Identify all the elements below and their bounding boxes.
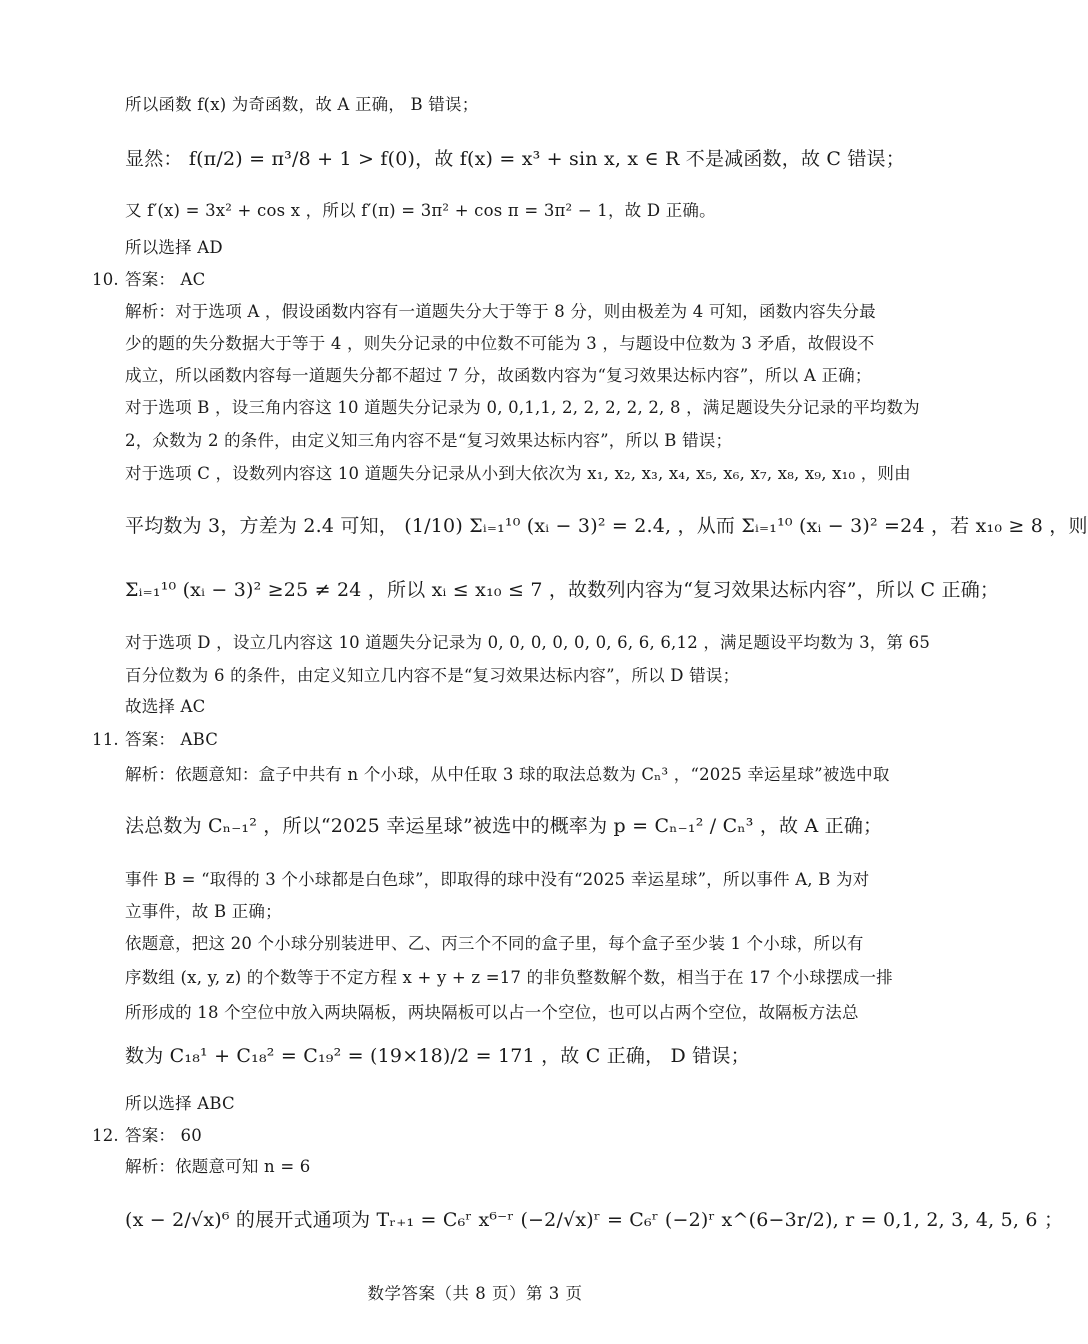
question-number: 11. <box>92 730 119 749</box>
text-line: 显然： f(π/2) = π³/8 + 1 > f(0)，故 f(x) = x³ + sin x, x ∈ R 不是减函数，故 C 错误； <box>125 148 905 170</box>
text-line: 依题意，把这 20 个小球分别装进甲、乙、丙三个不同的盒子里，每个盒子至少装 1 个小球，所以有 <box>125 934 864 953</box>
text-line: 立事件，故 B 正确； <box>125 902 282 921</box>
question-11-answer <box>92 728 832 752</box>
text-line: 事件 B = “取得的 3 个小球都是白色球”，即取得的球中没有“2025 幸运星球”，所以事件 A, B 为对 <box>125 870 870 889</box>
text-line: 成立，所以函数内容每一道题失分都不超过 7 分，故函数内容为“复习效果达标内容”，所以 A 正确； <box>125 366 872 385</box>
answer-text: 答案： 60 <box>125 1126 202 1145</box>
text-line: 故选择 AC <box>125 697 206 716</box>
text-line: (x − 2/√x)⁶ 的展开式通项为 Tᵣ₊₁ = C₆ʳ x⁶⁻ʳ (−2/√x)ʳ = C₆ʳ (−2)ʳ x^(6−3r/2), r = 0,1, 2, 3, 4, 5, 6 ； <box>125 1209 1064 1231</box>
text-line: 所以选择 ABC <box>125 1094 235 1113</box>
text-line: Σᵢ₌₁¹⁰ (xᵢ − 3)² ≥25 ≠ 24 ，所以 xᵢ ≤ x₁₀ ≤ 7 ，故数列内容为“复习效果达标内容”，所以 C 正确； <box>125 579 1000 601</box>
text-line: 对于选项 C ，设数列内容这 10 道题失分记录从小到大依次为 x₁, x₂, x₃, x₄, x₅, x₆, x₇, x₈, x₉, x₁₀ ，则由 <box>125 464 911 483</box>
text-line: 所形成的 18 个空位中放入两块隔板，两块隔板可以占一个空位，也可以占两个空位，故隔板方法总 <box>125 1003 859 1022</box>
answer-text: 答案： ABC <box>125 730 219 749</box>
text-line: 少的题的失分数据大于等于 4 ，则失分记录的中位数不可能为 3 ，与题设中位数为 3 矛盾，故假设不 <box>125 334 875 353</box>
text-line: 对于选项 B ，设三角内容这 10 道题失分记录为 0, 0,1,1, 2, 2, 2, 2, 2, 8 ，满足题设失分记录的平均数为 <box>125 398 920 417</box>
text-line: 法总数为 Cₙ₋₁² ，所以“2025 幸运星球”被选中的概率为 p = Cₙ₋₁² / Cₙ³ ，故 A 正确； <box>125 815 883 837</box>
answer-text: 答案： AC <box>125 270 206 289</box>
question-10-answer <box>92 268 832 292</box>
text-line: 序数组 (x, y, z) 的个数等于不定方程 x + y + z =17 的非负整数解个数，相当于在 17 个小球摆成一排 <box>125 968 893 987</box>
text-line: 解析：对于选项 A ，假设函数内容有一道题失分大于等于 8 分，则由极差为 4 可知，函数内容失分最 <box>125 302 876 321</box>
text-line: 解析：依题意可知 n = 6 <box>125 1157 311 1176</box>
text-line: 百分位数为 6 的条件，由定义知立几内容不是“复习效果达标内容”，所以 D 错误； <box>125 666 740 685</box>
question-number: 12. <box>92 1126 119 1145</box>
question-12-answer <box>92 1124 832 1148</box>
text-line: 所以函数 f(x) 为奇函数，故 A 正确， B 错误； <box>125 95 479 114</box>
text-line: 平均数为 3，方差为 2.4 可知， (1/10) Σᵢ₌₁¹⁰ (xᵢ − 3)² = 2.4, ，从而 Σᵢ₌₁¹⁰ (xᵢ − 3)² =24 ，若 x₁₀ ≥ 8 ，则 <box>125 515 1088 537</box>
text-line: 解析：依题意知：盒子中共有 n 个小球，从中任取 3 球的取法总数为 Cₙ³ ，“2025 幸运星球”被选中取 <box>125 765 890 784</box>
text-line: 2，众数为 2 的条件，由定义知三角内容不是“复习效果达标内容”，所以 B 错误； <box>125 431 733 450</box>
text-line: 对于选项 D ，设立几内容这 10 道题失分记录为 0, 0, 0, 0, 0, 0, 6, 6, 6,12 ，满足题设平均数为 3，第 65 <box>125 633 931 652</box>
text-line: 数为 C₁₈¹ + C₁₈² = C₁₉² = (19×18)/2 = 171 ，故 C 正确， D 错误； <box>125 1045 750 1067</box>
text-line: 又 f′(x) = 3x² + cos x ，所以 f′(π) = 3π² + cos π = 3π² − 1，故 D 正确。 <box>125 201 716 220</box>
text-line: 所以选择 AD <box>125 238 223 257</box>
question-number: 10. <box>92 270 119 289</box>
page-footer: 数学答案（共 8 页）第 3 页 <box>367 1284 583 1303</box>
